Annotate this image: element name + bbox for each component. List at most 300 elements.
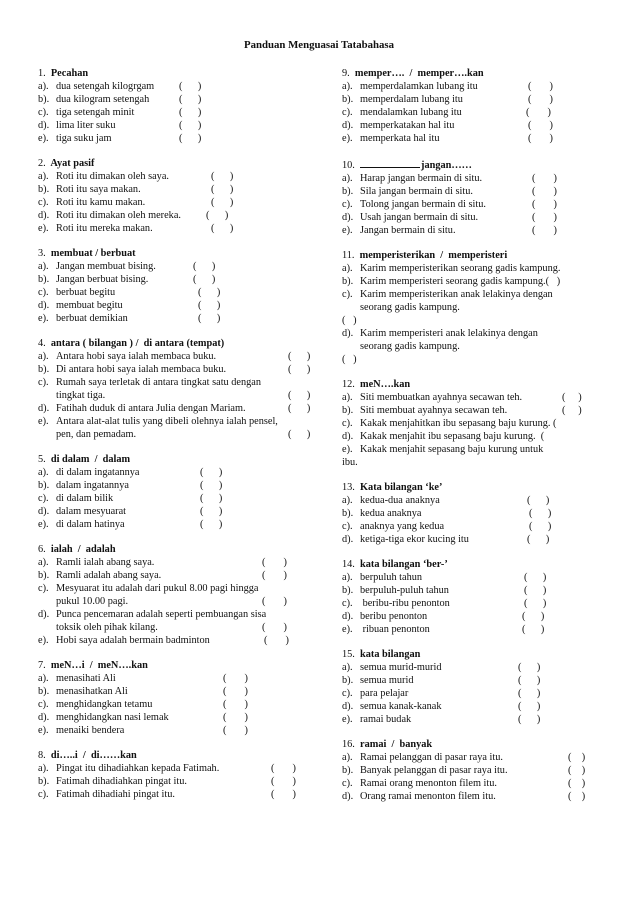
answer-option (38, 685, 328, 698)
option-label: d). (38, 300, 50, 311)
question-section (342, 378, 604, 469)
answer-bracket[interactable]: ( ) (262, 557, 287, 568)
option-label: e). (38, 133, 49, 144)
answer-option (342, 610, 604, 623)
option-text: Karim memperisterikan anak lelakinya dengan (360, 289, 553, 300)
answer-bracket[interactable]: ( ) (223, 699, 248, 710)
option-text: Ramli ialah abang saya. (56, 557, 155, 568)
option-text: kedua anaknya (360, 508, 422, 519)
option-label: a). (38, 261, 49, 272)
question-section (342, 648, 604, 726)
option-label: e). (38, 519, 49, 530)
answer-bracket[interactable]: ( ) (179, 107, 202, 118)
option-text: Jangan bermain di situ. (360, 225, 456, 236)
answer-bracket[interactable]: ( ) (524, 585, 547, 596)
question-number: 3. (38, 248, 46, 259)
answer-bracket[interactable]: ( ) (518, 675, 541, 686)
option-text: Harap jangan bermain di situ. (360, 173, 483, 184)
option-label: a). (38, 467, 49, 478)
answer-bracket[interactable]: ( ) (193, 261, 216, 272)
right-column (342, 67, 604, 815)
answer-bracket[interactable]: ( ) (262, 596, 287, 607)
option-label: b). (38, 570, 50, 581)
option-label: e). (342, 133, 353, 144)
option-text-line: tingkat tiga. (56, 390, 106, 401)
option-text: Karim memperisteri anak lelakinya dengan (360, 328, 538, 339)
option-text: para pelajar (360, 688, 409, 699)
option-label: a). (342, 81, 353, 92)
answer-option (342, 391, 604, 404)
option-text: memperkatakan hal itu (360, 120, 455, 131)
answer-bracket[interactable]: ( ) (271, 776, 296, 787)
answer-option (38, 119, 328, 132)
option-text: menaiki bendera (56, 725, 125, 736)
option-text: Tolong jangan bermain di situ. (360, 199, 486, 210)
question-section (342, 157, 604, 237)
option-text: ketiga-tiga ekor kucing itu (360, 534, 469, 545)
answer-bracket[interactable]: ( ) (518, 701, 541, 712)
option-label: b). (342, 675, 354, 686)
answer-bracket[interactable]: ( ) (179, 133, 202, 144)
question-heading (342, 249, 604, 262)
fill-in-blank[interactable] (360, 157, 420, 168)
option-text-line: seorang gadis kampung. (360, 341, 460, 352)
question-number: 4. (38, 338, 46, 349)
question-number: 14. (342, 559, 355, 570)
answer-option (342, 430, 604, 443)
answer-option (342, 417, 604, 430)
answer-option (342, 571, 604, 584)
option-label: b). (342, 276, 354, 287)
option-text: ribuan penonton (360, 624, 430, 635)
option-label: a). (342, 263, 353, 274)
answer-bracket[interactable]: ( ) (568, 765, 586, 776)
question-section (342, 738, 604, 803)
question-heading (38, 543, 328, 556)
answer-bracket[interactable]: ( ) (223, 712, 248, 723)
option-text-continued (38, 389, 328, 402)
question-number: 15. (342, 649, 355, 660)
option-trailing-line: ( ) (342, 354, 357, 365)
answer-option (342, 520, 604, 533)
answer-bracket[interactable]: ( ) (262, 570, 287, 581)
option-label: c). (342, 688, 353, 699)
answer-bracket[interactable]: ( ) (200, 493, 223, 504)
option-text: Ramai pelanggan di pasar raya itu. (360, 752, 503, 763)
option-text: anaknya yang kedua (360, 521, 445, 532)
answer-option (38, 402, 328, 415)
question-heading (38, 659, 328, 672)
answer-bracket[interactable]: ( ) (179, 120, 202, 131)
answer-bracket[interactable]: ( ) (211, 171, 234, 182)
answer-option (342, 687, 604, 700)
option-label: b). (342, 585, 354, 596)
answer-option (38, 260, 328, 273)
option-text: beribu-ribu penonton (360, 598, 450, 609)
question-heading (342, 738, 604, 751)
option-label: a). (342, 572, 353, 583)
option-label: e). (342, 714, 353, 725)
option-label: d). (38, 506, 50, 517)
answer-bracket[interactable]: ( ) (288, 429, 311, 440)
option-text-continued (38, 428, 328, 441)
answer-bracket[interactable]: ( ) (527, 534, 550, 545)
option-label: c). (342, 199, 353, 210)
answer-option (342, 584, 604, 597)
answer-bracket[interactable]: ( ) (200, 467, 223, 478)
question-section (38, 337, 328, 441)
option-text: Ramli adalah abang saya. (56, 570, 162, 581)
question-number: 9. (342, 68, 350, 79)
option-label: c). (38, 197, 49, 208)
answer-bracket[interactable]: ( ) (288, 364, 311, 375)
answer-bracket[interactable]: ( ) (223, 686, 248, 697)
answer-option (342, 533, 604, 546)
question-section (342, 67, 604, 145)
option-label: b). (342, 508, 354, 519)
option-label: d). (38, 120, 50, 131)
option-text-line: pen, dan pemadam. (56, 429, 137, 440)
answer-option (38, 479, 328, 492)
question-heading-text: di dalam / dalam (50, 454, 131, 465)
option-label: c). (38, 583, 49, 594)
answer-option (38, 505, 328, 518)
question-heading-text: memperisterikan / memperisteri (359, 250, 508, 261)
answer-bracket[interactable]: ( ) (288, 351, 311, 362)
answer-bracket[interactable]: ( ) (526, 107, 551, 118)
question-heading-text: jangan…… (421, 160, 472, 171)
answer-bracket[interactable]: ( ) (198, 300, 221, 311)
option-label: d). (38, 609, 50, 620)
answer-option (38, 106, 328, 119)
answer-option (342, 198, 604, 211)
answer-bracket[interactable]: ( ) (200, 519, 223, 530)
option-text: Rumah saya terletak di antara tingkat satu dengan (56, 377, 262, 388)
question-section (38, 157, 328, 235)
answer-bracket[interactable]: ( ) (529, 521, 552, 532)
answer-bracket[interactable]: ( ) (264, 635, 289, 646)
option-text: Fatimah dihadiahkan pingat itu. (56, 776, 187, 787)
answer-option (342, 674, 604, 687)
option-label: e). (342, 624, 353, 635)
option-text: Karim memperisterikan seorang gadis kampung. (360, 263, 561, 274)
question-heading-text: membuat / berbuat (50, 248, 136, 259)
answer-option (38, 788, 328, 801)
question-heading (342, 558, 604, 571)
question-section (342, 481, 604, 546)
option-label: e). (38, 635, 49, 646)
option-label: b). (38, 776, 50, 787)
question-heading (342, 378, 604, 391)
option-label: e). (38, 725, 49, 736)
answer-bracket[interactable]: ( ) (528, 81, 553, 92)
answer-bracket[interactable]: ( ) (518, 662, 541, 673)
answer-bracket[interactable]: ( ) (211, 223, 234, 234)
option-text: Karim memperisteri seorang gadis kampung.( ) (360, 276, 561, 287)
answer-bracket[interactable]: ( ) (532, 225, 557, 236)
answer-bracket[interactable]: ( ) (206, 210, 229, 221)
option-label: d). (342, 212, 354, 223)
question-heading (38, 453, 328, 466)
option-text: mendalamkan lubang itu (360, 107, 462, 118)
option-text: dalam mesyuarat (56, 506, 127, 517)
option-label: a). (38, 351, 49, 362)
option-text-continued (38, 595, 328, 608)
answer-option (38, 273, 328, 286)
question-heading-text: Kata bilangan ‘ke’ (360, 482, 443, 493)
option-text: Banyak pelanggan di pasar raya itu. (360, 765, 508, 776)
answer-bracket[interactable]: ( ) (200, 506, 223, 517)
option-text: Roti itu dimakan oleh saya. (56, 171, 169, 182)
answer-option (38, 170, 328, 183)
answer-bracket[interactable]: ( ) (562, 405, 582, 416)
option-text: Sila jangan bermain di situ. (360, 186, 473, 197)
answer-option (38, 672, 328, 685)
option-text: tiga suku jam (56, 133, 112, 144)
answer-option (342, 93, 604, 106)
option-label: d). (342, 791, 354, 802)
answer-bracket[interactable]: ( ) (532, 212, 557, 223)
option-text: Orang ramai menonton filem itu. (360, 791, 496, 802)
question-heading-text: memper…. / memper….kan (354, 68, 484, 79)
answer-bracket[interactable]: ( ) (223, 673, 248, 684)
option-text: di dalam bilik (56, 493, 114, 504)
answer-bracket[interactable]: ( ) (200, 480, 223, 491)
question-heading (38, 749, 328, 762)
question-heading (342, 648, 604, 661)
option-label: a). (342, 662, 353, 673)
option-text-continued (38, 621, 328, 634)
answer-option (38, 518, 328, 531)
question-section (342, 249, 604, 366)
answer-bracket[interactable]: ( ) (262, 622, 287, 633)
option-label: b). (342, 94, 354, 105)
option-label: a). (342, 392, 353, 403)
option-label: d). (38, 210, 50, 221)
question-heading (38, 67, 328, 80)
question-heading-text: kata bilangan (360, 649, 421, 660)
answer-bracket[interactable]: ( ) (524, 572, 547, 583)
option-text: membuat begitu (56, 300, 123, 311)
answer-bracket[interactable]: ( ) (518, 714, 541, 725)
answer-option (38, 634, 328, 647)
answer-option (342, 211, 604, 224)
question-heading (342, 481, 604, 494)
answer-option (38, 556, 328, 569)
option-label: d). (342, 701, 354, 712)
option-text: menasihatkan Ali (56, 686, 128, 697)
question-heading-text: meN….kan (360, 379, 411, 390)
answer-option (342, 262, 604, 275)
answer-option (342, 80, 604, 93)
answer-bracket[interactable]: ( ) (529, 508, 552, 519)
answer-option (38, 711, 328, 724)
option-label: c). (38, 789, 49, 800)
answer-option (38, 299, 328, 312)
question-heading-text: kata bilangan ‘ber-’ (360, 559, 448, 570)
answer-bracket[interactable]: ( ) (223, 725, 248, 736)
question-heading-text: ialah / adalah (50, 544, 116, 555)
question-section (38, 453, 328, 531)
answer-option (342, 106, 604, 119)
answer-bracket[interactable]: ( ) (532, 199, 557, 210)
answer-option (342, 790, 604, 803)
answer-bracket[interactable]: ( ) (522, 624, 545, 635)
answer-bracket[interactable]: ( ) (532, 173, 557, 184)
answer-bracket[interactable]: ( ) (179, 81, 202, 92)
option-text: Fatimah dihadiahi pingat itu. (56, 789, 175, 800)
option-text: Kakak menjahitkan ibu sepasang baju kurung. ( (360, 418, 557, 429)
answer-option (342, 751, 604, 764)
option-text-continued (342, 301, 604, 314)
option-label: c). (342, 521, 353, 532)
question-number: 5. (38, 454, 46, 465)
answer-bracket[interactable]: ( ) (562, 392, 582, 403)
question-heading (38, 157, 328, 170)
answer-option (342, 119, 604, 132)
option-label: b). (38, 274, 50, 285)
option-text: Antara alat-alat tulis yang dibeli olehnya ialah pensel, (56, 416, 278, 427)
option-label: c). (342, 107, 353, 118)
left-column (38, 67, 328, 813)
option-text: Hobi saya adalah bermain badminton (56, 635, 210, 646)
option-label: a). (342, 752, 353, 763)
option-text-line: toksik oleh pihak kilang. (56, 622, 158, 633)
answer-option (38, 492, 328, 505)
option-text: Jangan membuat bising. (56, 261, 156, 272)
answer-option (38, 286, 328, 299)
option-text: menghidangkan nasi lemak (56, 712, 169, 723)
question-heading-text: Ayat pasif (50, 158, 95, 169)
answer-bracket[interactable]: ( ) (211, 197, 234, 208)
option-text: berpuluh-puluh tahun (360, 585, 449, 596)
option-text: Roti itu saya makan. (56, 184, 141, 195)
question-section (38, 67, 328, 145)
question-number: 2. (38, 158, 46, 169)
answer-bracket[interactable]: ( ) (532, 186, 557, 197)
answer-option (342, 777, 604, 790)
question-number: 12. (342, 379, 355, 390)
option-label: c). (342, 289, 353, 300)
option-text: berbuat begitu (56, 287, 116, 298)
answer-bracket[interactable]: ( ) (524, 598, 547, 609)
option-label: a). (38, 763, 49, 774)
answer-bracket[interactable]: ( ) (528, 94, 553, 105)
option-text: menasihati Ali (56, 673, 116, 684)
option-text: dua setengah kilogrgam (56, 81, 155, 92)
answer-bracket[interactable]: ( ) (528, 133, 553, 144)
answer-bracket[interactable]: ( ) (288, 390, 311, 401)
question-heading-text: antara ( bilangan ) / di antara (tempat) (50, 338, 225, 349)
option-text-line: pukul 10.00 pagi. (56, 596, 129, 607)
question-number: 10. (342, 160, 355, 171)
option-text: dua kilogram setengah (56, 94, 150, 105)
question-heading-text: di…..i / di……kan (50, 750, 137, 761)
answer-bracket[interactable]: ( ) (522, 611, 545, 622)
option-label: c). (38, 493, 49, 504)
option-label: e). (38, 313, 49, 324)
option-text: Roti itu mereka makan. (56, 223, 153, 234)
answer-bracket[interactable]: ( ) (271, 789, 296, 800)
option-label: b). (38, 686, 50, 697)
option-label: c). (38, 287, 49, 298)
question-heading (38, 247, 328, 260)
answer-bracket[interactable]: ( ) (271, 763, 296, 774)
question-section (38, 749, 328, 801)
answer-bracket[interactable]: ( ) (179, 94, 202, 105)
option-text: semua murid-murid (360, 662, 442, 673)
answer-bracket[interactable]: ( ) (568, 791, 586, 802)
answer-bracket[interactable]: ( ) (527, 495, 550, 506)
option-label: b). (342, 405, 354, 416)
option-text: memperdalamkan lubang itu (360, 81, 478, 92)
question-heading-text: Pecahan (50, 68, 89, 79)
answer-bracket[interactable]: ( ) (528, 120, 553, 131)
option-text: Roti itu dimakan oleh mereka. (56, 210, 181, 221)
option-label: c). (342, 778, 353, 789)
answer-option (38, 466, 328, 479)
option-trailing-line: ( ) (342, 315, 357, 326)
option-trailing-line: ibu. (342, 457, 358, 468)
option-label: c). (342, 598, 353, 609)
option-text: beribu penonton (360, 611, 428, 622)
option-label: d). (38, 712, 50, 723)
answer-option (38, 363, 328, 376)
answer-bracket[interactable]: ( ) (198, 287, 221, 298)
answer-option (342, 661, 604, 674)
answer-option (38, 762, 328, 775)
answer-option (342, 713, 604, 726)
answer-option (38, 376, 328, 389)
question-section (38, 659, 328, 737)
option-text: memperkata hal itu (360, 133, 440, 144)
answer-option (38, 415, 328, 428)
option-label: b). (38, 94, 50, 105)
option-text: Fatihah duduk di antara Julia dengan Mariam. (56, 403, 246, 414)
question-heading (38, 337, 328, 350)
option-text: semua murid (360, 675, 414, 686)
option-text: Jangan berbuat bising. (56, 274, 149, 285)
option-label: c). (342, 418, 353, 429)
page-title: Panduan Menguasai Tatabahasa (243, 39, 394, 51)
option-text: dalam ingatannya (56, 480, 129, 491)
option-text: Di antara hobi saya ialah membaca buku. (56, 364, 227, 375)
answer-option (342, 404, 604, 417)
answer-bracket[interactable]: ( ) (193, 274, 216, 285)
option-label: e). (342, 444, 353, 455)
answer-bracket[interactable]: ( ) (211, 184, 234, 195)
option-text-line: seorang gadis kampung. (360, 302, 460, 313)
option-label: b). (342, 186, 354, 197)
option-label: a). (38, 171, 49, 182)
answer-option (342, 623, 604, 636)
answer-option (342, 172, 604, 185)
option-label: e). (38, 416, 49, 427)
answer-bracket[interactable]: ( ) (568, 778, 586, 789)
answer-bracket[interactable]: ( ) (288, 403, 311, 414)
answer-bracket[interactable]: ( ) (198, 313, 221, 324)
answer-bracket[interactable]: ( ) (568, 752, 586, 763)
option-label: d). (342, 431, 354, 442)
answer-option (38, 582, 328, 595)
option-text: Roti itu kamu makan. (56, 197, 146, 208)
question-number: 16. (342, 739, 355, 750)
answer-bracket[interactable]: ( ) (518, 688, 541, 699)
option-label: e). (38, 223, 49, 234)
answer-option (342, 764, 604, 777)
option-text: Siti membuat ayahnya secawan teh. (360, 405, 508, 416)
option-label: d). (342, 120, 354, 131)
